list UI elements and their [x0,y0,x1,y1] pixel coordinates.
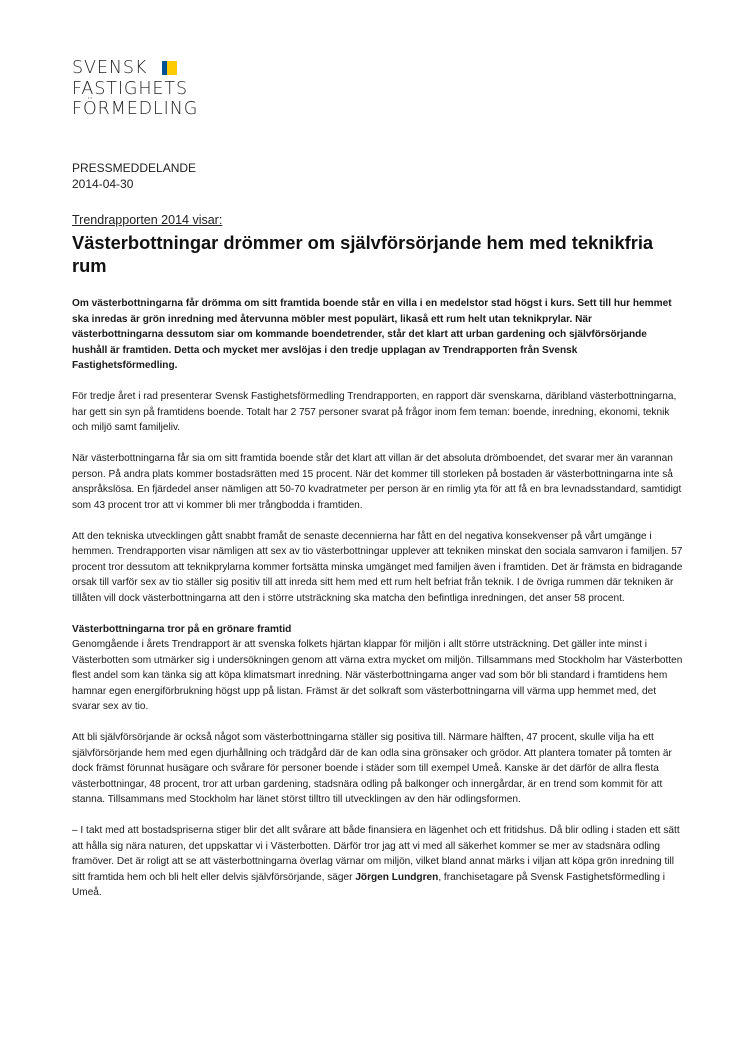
company-logo [72,58,232,130]
section-green-future [72,622,684,715]
quote-text: – I takt med att bostadspriserna stiger blir det allt svårare att både finansiera en lägenhet och ett fritidshus. Då blir odling i staden ett sätt att hålla sig nära naturen, det uppskattar vi i Västerbotten. Därför tror jag att vi med all säkerhet kommer se mer av stadsnära odling framöver. Det är roligt att se att västerbottningarna överlag värnar om miljön, vilket bland annat märks i viljan att köpa grön inredning till sitt framtida hem och bli helt eller delvis självförsörjande, säger [72,825,680,883]
logo-line-2: FASTIGHETS [72,78,188,99]
swedish-flag-icon [162,61,177,75]
logo-line-1: SVENSK [72,58,148,78]
body-paragraph-3: Att den tekniska utvecklingen gått snabbt framåt de senaste decennierna har fått en del negativa konsekvenser på vårt umgänge i hemmen. Trendrapporten visar nämligen att sex av tio västerbottningar upplever att tekniken minskat den sociala samvaron i familjen. 57 procent tror dessutom att teknikprylarna kommer fortsätta minska umgänget med familjen även i framtiden. Det är främsta en bidragande orsak till varför sex av tio ställer sig positiv till att inreda sitt hem med ett rum helt befriat från teknik. I de övriga rummen där tekniken är tillåten vill dock västerbottningarna att den i större utsträckning ska matcha den befintliga inredningen, det anser 58 procent. [72,530,683,604]
lead-paragraph: Om västerbottningarna får drömma om sitt framtida boende står en villa i en medelstor stad högst i kurs. Sett till hur hemmet ska inredas är grön inredning med återvunna möbler mest populärt, likaså ett rum helt utan teknikprylar. När västerbottningarna dessutom siar om kommande boendetrender, står det klart att urban gardening och självförsörjande hushåll är framtiden. Detta och mycket mer avslöjas i den tredje upplagan av Trendrapporten från Svensk Fastighetsförmedling. [72,298,672,371]
publish-date: 2014-04-30 [72,177,134,191]
article-body [72,296,684,901]
press-header [72,160,684,192]
body-paragraph-4: Genomgående i årets Trendrapport är att svenska folkets hjärtan klappar för miljön i allt större utsträckning. Det gäller inte minst i Västerbotten som utmärker sig i undersökningen genom att värna extra mycket om miljön. Tillsammans med Stockholm har Västerbotten flest andel som kan tänka sig att köpa klimatsmart inredning. När västerbottningarna anger vad som bör bli standard i framtidens hem hamnar egen energiförbrukning högst upp på listan. Främst är det solkraft som västerbottningarna vill värma upp hemmet med, det svarar sex av tio. [72,639,683,712]
quote-author-title: , franchisetagare på Svensk Fastighetsförmedling i Umeå. [72,871,665,898]
article-headline: Västerbottningar drömmer om självförsörjande hem med teknikfria rum [72,232,654,276]
body-paragraph-2: När västerbottningarna får sia om sitt framtida boende står det klart att villan är det absoluta drömboendet, det svarar mer än varannan person. På andra plats kommer bostadsrätten med 15 procent. När det kommer till storleken på bostaden är västerbottningarna inte så anspråkslösa. En fjärdedel anser nämligen att 50-70 kvadratmeter per person är en rimlig yta för att få en bra levnadsstandard, samtidigt som 43 procent tror att vi kommer bli mer trångbodda i framtiden. [72,453,682,511]
section-subheading: Västerbottningarna tror på en grönare framtid [72,623,292,635]
quote-author-name: Jörgen Lundgren [355,871,439,883]
article-kicker: Trendrapporten 2014 visar: [72,213,223,227]
document-type: PRESSMEDDELANDE [72,161,197,175]
press-release-page [72,58,684,916]
body-paragraph-1: För tredje året i rad presenterar Svensk Fastighetsförmedling Trendrapporten, en rapport där svenskarna, däribland västerbottningarna, har gett sin syn på framtidens boende. Totalt har 2 757 personer svarat på frågor inom fem teman: boende, inredning, ekonomi, teknik och miljö samt familjeliv. [72,391,677,433]
logo-line-3: FÖRMEDLING [72,99,199,119]
body-paragraph-5: Att bli självförsörjande är också något som västerbottningarna ställer sig positiva till. Närmare hälften, 47 procent, skulle vilja ha ett självförsörjande hem med egen djurhållning och trädgård där de kan odla sina grönsaker och grödor. Att plantera tomater på tomten är dock främst förunnat husägare och svårare för personer boende i städer som till exempel Umeå. Kanske är det därför de allra flesta västerbottningar, 48 procent, tror att urban gardening, stadsnära odling på balkonger och innergårdar, är en trend som kommit för att stanna. Tillsammans med Stockholm har länet störst tilltro till utvecklingen av den här odlingsformen. [72,732,672,805]
quote-paragraph [72,823,684,901]
flag-yellow-stripe [167,61,177,75]
